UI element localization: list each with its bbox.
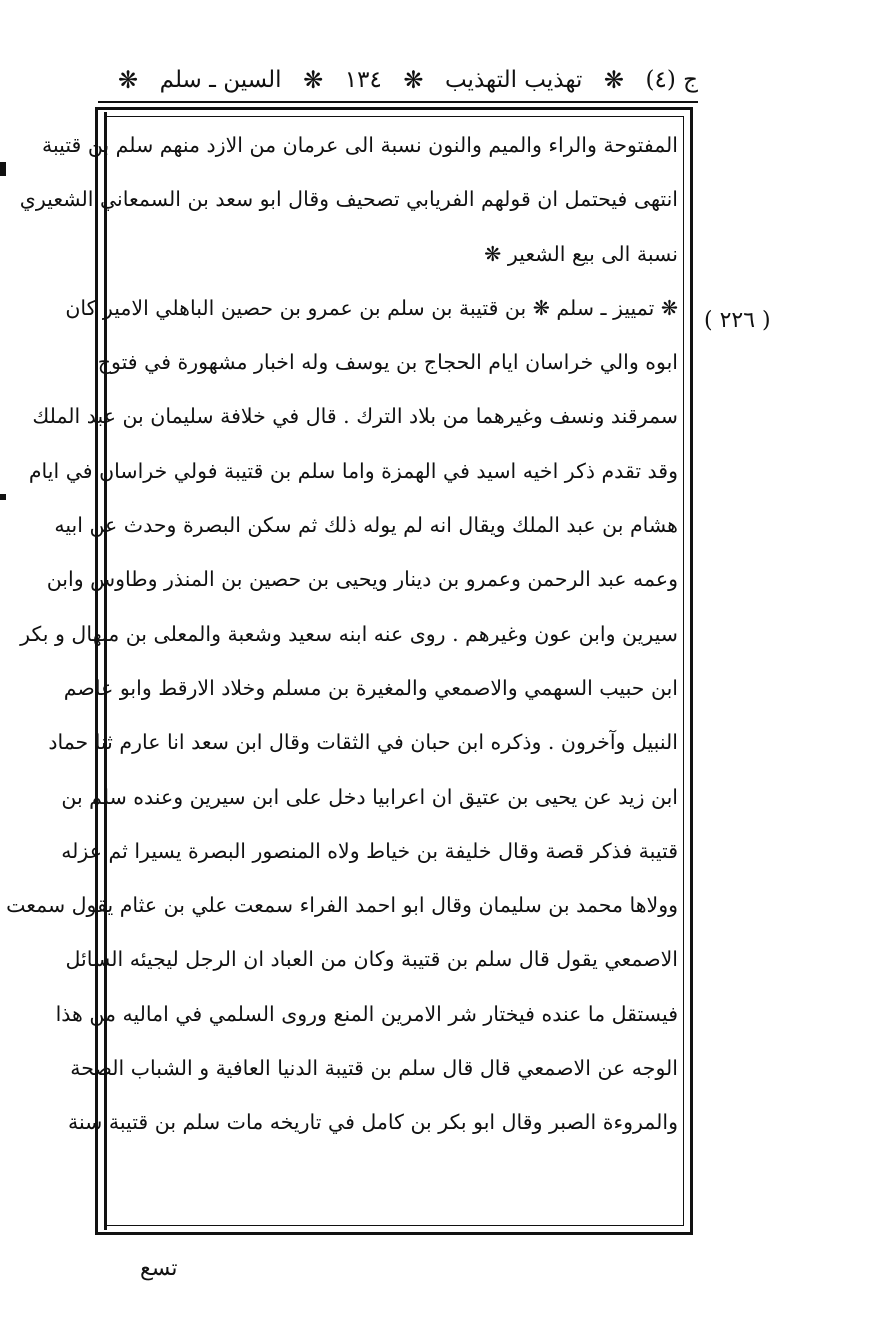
text-line: وولاها محمد بن سليمان وقال ابو احمد الفراء سمعت علي بن عثام يقول سمعت: [6, 893, 678, 918]
text-line: الاصمعي يقول قال سلم بن قتيبة وكان من العباد ان الرجل ليجيئه السائل: [65, 947, 678, 972]
page-number: ١٣٤: [344, 67, 382, 93]
text-line: النبيل وآخرون . وذكره ابن حبان في الثقات وقال ابن سعد انا عارم ثنا حماد: [48, 730, 678, 755]
body-text: [6, 118, 678, 1150]
scan-edge-mark: [0, 494, 6, 500]
section-label: السين ـ سلم: [159, 67, 282, 93]
volume-label: ج (٤): [645, 67, 698, 93]
text-line: ابن زيد عن يحيى بن عتيق ان اعرابيا دخل على ابن سيرين وعنده سلم بن: [61, 784, 678, 809]
scan-edge-mark: [0, 162, 6, 176]
text-line: وعمه عبد الرحمن وعمرو بن دينار ويحيى بن حصين بن المنذر وطاوس وابن: [46, 567, 678, 592]
text-line: سيرين وابن عون وغيرهم . روى عنه ابنه سعيد وشعبة والمعلى بن منهال و بكر: [20, 621, 678, 646]
text-line: نسبة الى بيع الشعير ❋: [484, 241, 678, 266]
text-line: الوجه عن الاصمعي قال قال سلم بن قتيبة الدنيا العافية و الشباب الصحة: [70, 1056, 678, 1081]
entry-number: ( ٢٢٦ ): [704, 308, 771, 333]
text-line: هشام بن عبد الملك ويقال انه لم يوله ذلك ثم سكن البصرة وحدث عن ابيه: [54, 513, 678, 538]
text-line: ❋ تمييز ـ سلم ❋ بن قتيبة بن سلم بن عمرو بن حصين الباهلي الامير كان: [65, 295, 678, 320]
text-line: قتيبة فذكر قصة وقال خليفة بن خياط ولاه المنصور البصرة يسيرا ثم عزله: [61, 838, 678, 863]
text-line: وقد تقدم ذكر اخيه اسيد في الهمزة واما سلم بن قتيبة فولي خراسان في ايام: [28, 458, 678, 483]
text-line: المفتوحة والراء والميم والنون نسبة الى عرمان من الازد منهم سلم بن قتيبة: [41, 133, 678, 157]
text-line: انتهى فيحتمل ان قولهم الفريابي تصحيف وقال ابو سعد بن السمعاني الشعيري: [19, 187, 678, 212]
ornament-icon: ❋: [303, 66, 324, 94]
text-line: ابن حبيب السهمي والاصمعي والمغيرة بن مسلم وخلاد الارقط وابو عاصم: [63, 675, 678, 700]
text-line: سمرقند ونسف وغيرهما من بلاد الترك . قال في خلافة سليمان بن عبد الملك: [32, 404, 678, 429]
book-title: تهذيب التهذيب: [444, 67, 583, 93]
catchword: تسع: [140, 1256, 178, 1281]
ornament-icon: ❋: [603, 66, 624, 94]
page-header: [118, 60, 698, 100]
text-line: والمروءة الصبر وقال ابو بكر بن كامل في تاريخه مات سلم بن قتيبة سنة: [67, 1110, 678, 1135]
ornament-icon: ❋: [403, 66, 424, 94]
text-line: فيستقل ما عنده فيختار شر الامرين المنع وروى السلمي في اماليه من هذا: [55, 1001, 678, 1026]
header-rule: [98, 101, 698, 103]
ornament-icon: ❋: [118, 66, 139, 94]
text-line: ابوه والي خراسان ايام الحجاج بن يوسف وله اخبار مشهورة في فتوح: [97, 350, 678, 375]
